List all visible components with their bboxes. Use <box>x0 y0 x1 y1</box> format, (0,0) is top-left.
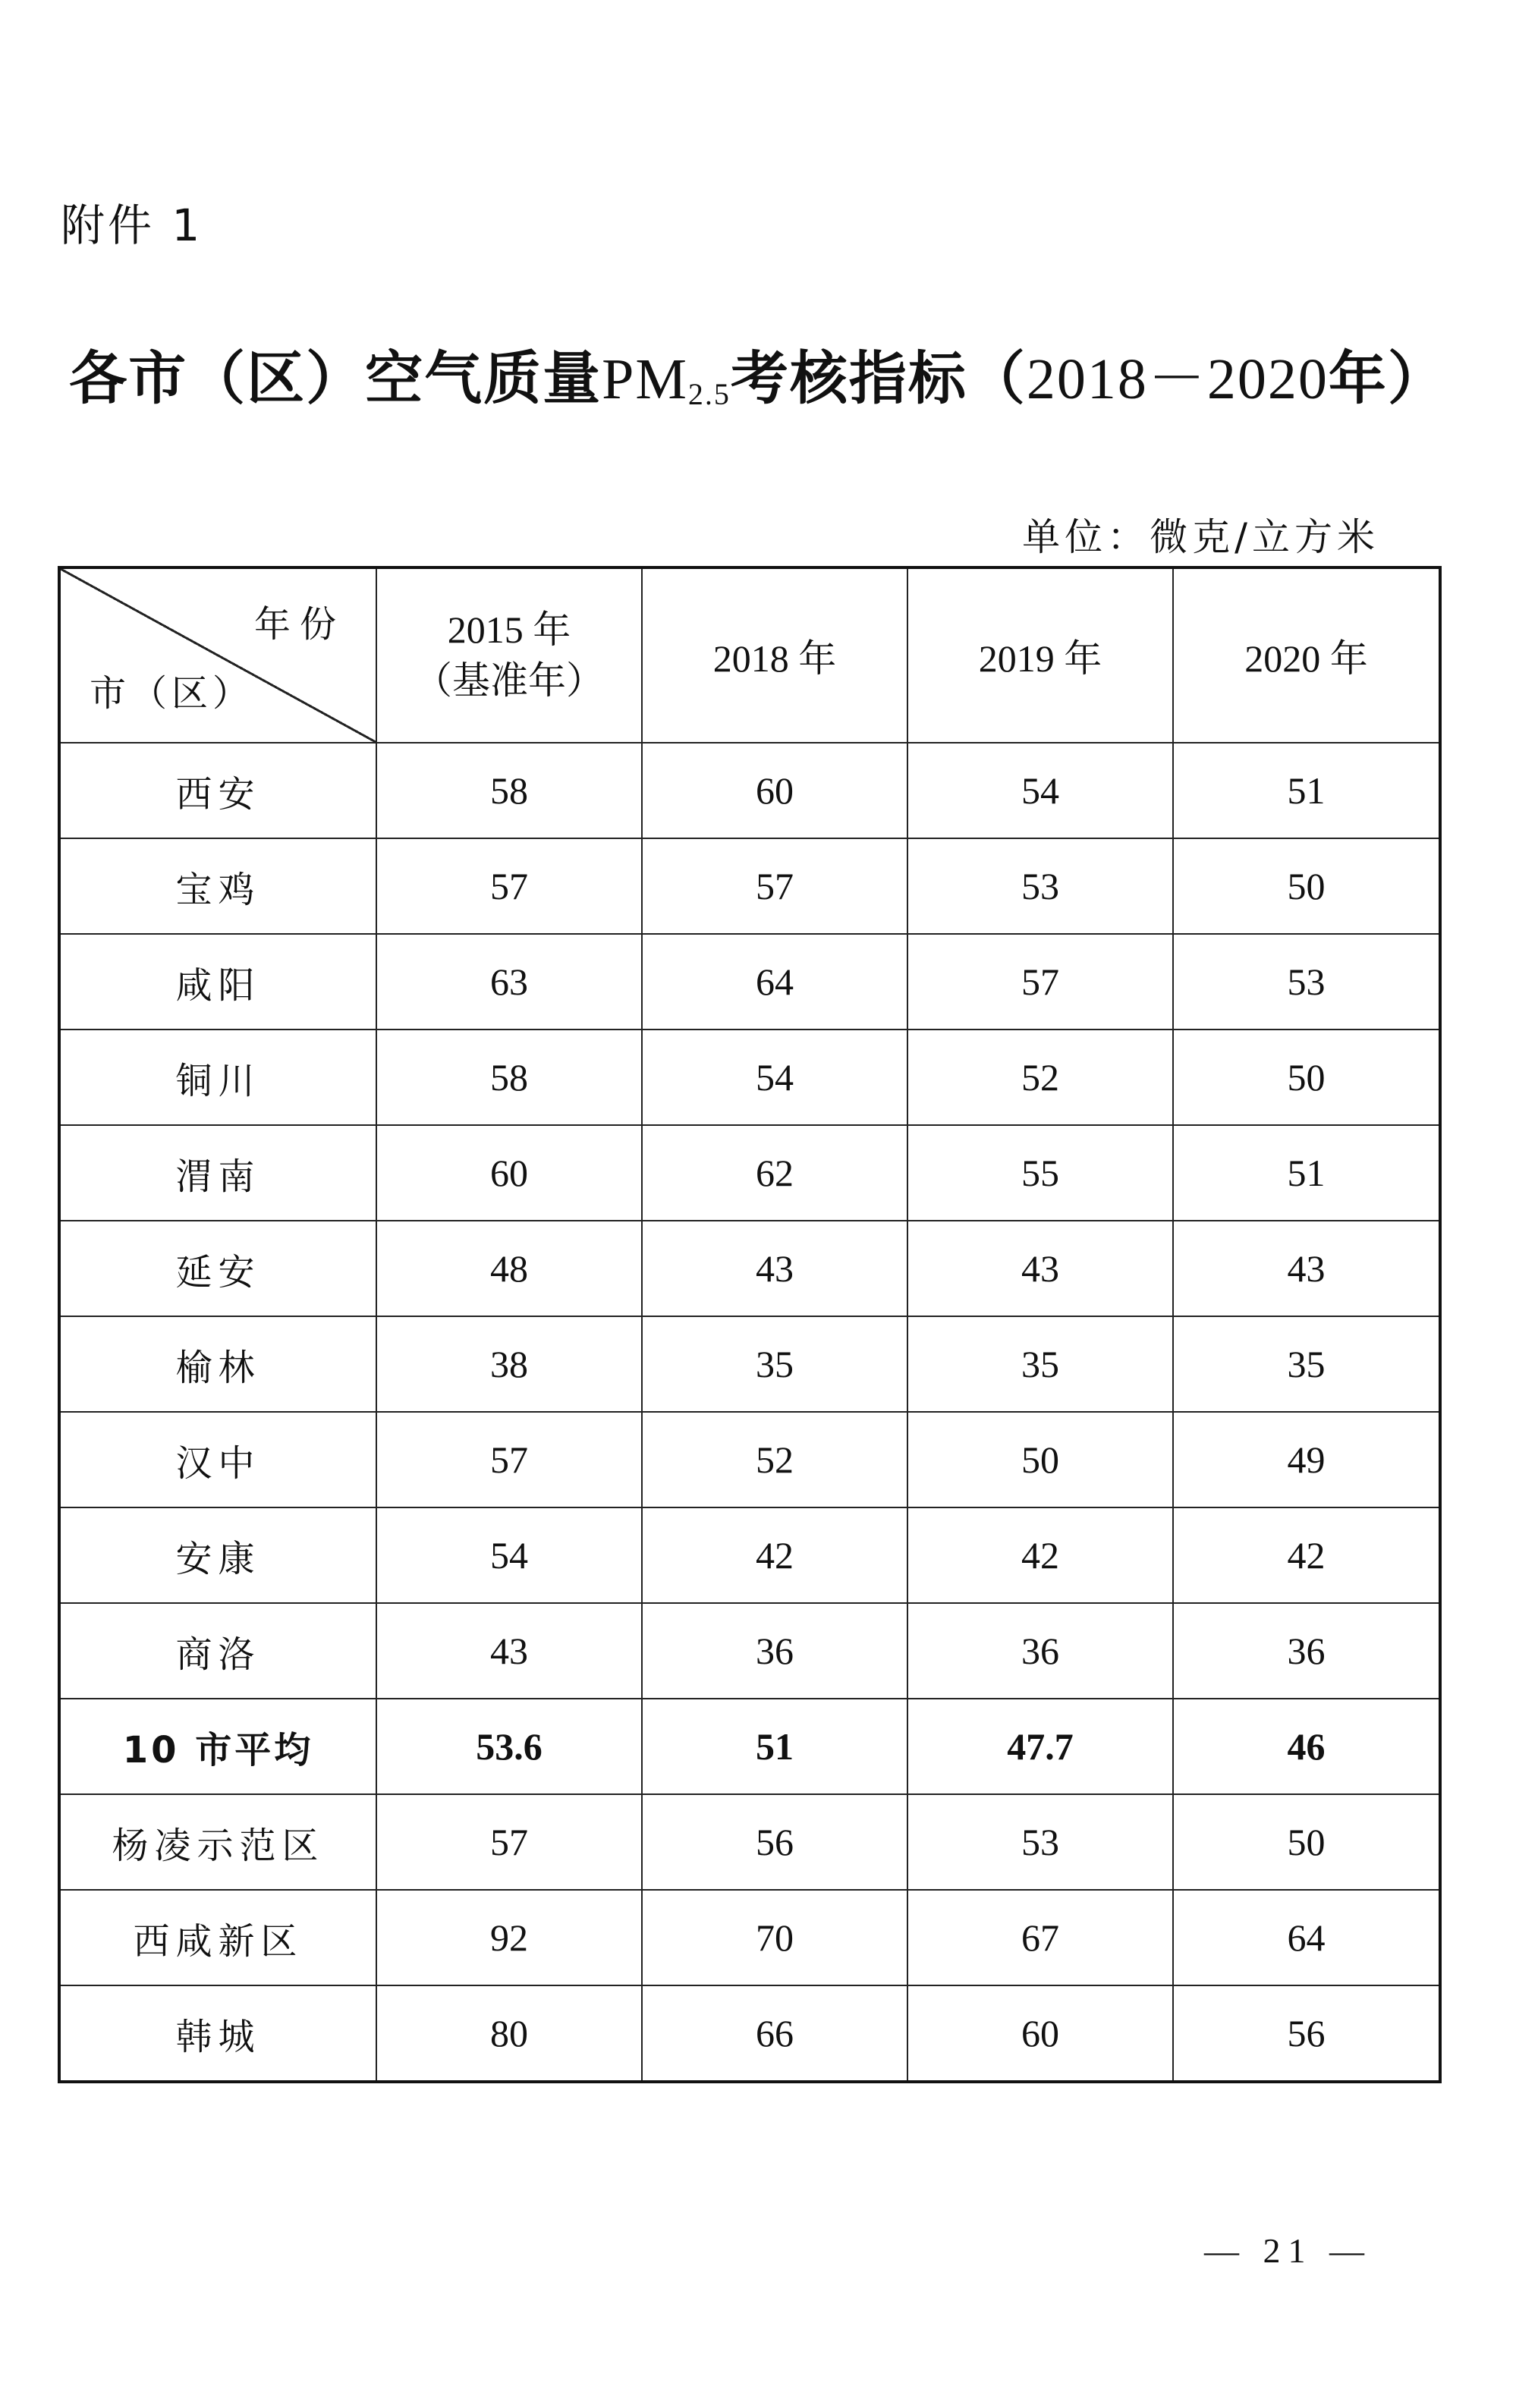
value-2018-cell: 36 <box>642 1603 907 1699</box>
column-header-2015-note: （基准年） <box>414 659 604 703</box>
city-name-cell: 宝鸡 <box>59 838 376 934</box>
table-row <box>59 934 1440 1030</box>
value-2019-cell: 43 <box>907 1221 1173 1316</box>
value-2018-cell: 56 <box>642 1794 907 1890</box>
value-2020-cell: 50 <box>1173 1030 1440 1125</box>
value-2015-cell: 92 <box>376 1890 642 1985</box>
city-name-cell: 咸阳 <box>59 934 376 1030</box>
value-2018-cell: 42 <box>642 1507 907 1603</box>
table-header-row <box>59 567 1440 743</box>
value-2015-cell: 48 <box>376 1221 642 1316</box>
value-2020-cell: 49 <box>1173 1412 1440 1507</box>
table-row <box>59 838 1440 934</box>
value-2015-cell: 38 <box>376 1316 642 1412</box>
title-part2: 考核指标（ <box>730 344 1027 412</box>
corner-year-label: 年份 <box>253 603 345 646</box>
city-name-cell: 杨凌示范区 <box>59 1794 376 1890</box>
table-row <box>59 1030 1440 1125</box>
city-name-cell: 汉中 <box>59 1412 376 1507</box>
corner-city-label: 市（区） <box>90 672 254 715</box>
city-name-cell: 榆林 <box>59 1316 376 1412</box>
table-row <box>59 1985 1440 2082</box>
value-2020-cell: 46 <box>1173 1699 1440 1794</box>
value-2018-cell: 51 <box>642 1699 907 1794</box>
value-2015-cell: 57 <box>376 1794 642 1890</box>
table-row <box>59 1125 1440 1221</box>
value-2019-cell: 52 <box>907 1030 1173 1125</box>
value-2018-cell: 62 <box>642 1125 907 1221</box>
value-2015-cell: 57 <box>376 1412 642 1507</box>
value-2020-cell: 50 <box>1173 1794 1440 1890</box>
value-2020-cell: 35 <box>1173 1316 1440 1412</box>
value-2015-cell: 43 <box>376 1603 642 1699</box>
column-header-2020: 2020 年 <box>1173 567 1440 743</box>
value-2019-cell: 42 <box>907 1507 1173 1603</box>
value-2020-cell: 64 <box>1173 1890 1440 1985</box>
value-2019-cell: 47.7 <box>907 1699 1173 1794</box>
city-name-cell: 西安 <box>59 743 376 838</box>
table-row <box>59 1794 1440 1890</box>
value-2018-cell: 70 <box>642 1890 907 1985</box>
table-row <box>59 1507 1440 1603</box>
value-2018-cell: 35 <box>642 1316 907 1412</box>
value-2020-cell: 42 <box>1173 1507 1440 1603</box>
city-name-cell: 韩城 <box>59 1985 376 2082</box>
value-2019-cell: 35 <box>907 1316 1173 1412</box>
value-2019-cell: 50 <box>907 1412 1173 1507</box>
column-header-2018: 2018 年 <box>642 567 907 743</box>
city-name-cell: 10 市平均 <box>59 1699 376 1794</box>
value-2020-cell: 51 <box>1173 1125 1440 1221</box>
value-2019-cell: 53 <box>907 838 1173 934</box>
table-row <box>59 1221 1440 1316</box>
column-header-2015 <box>376 567 642 743</box>
city-name-cell: 西咸新区 <box>59 1890 376 1985</box>
table-row <box>59 1603 1440 1699</box>
value-2019-cell: 36 <box>907 1603 1173 1699</box>
value-2020-cell: 36 <box>1173 1603 1440 1699</box>
value-2019-cell: 60 <box>907 1985 1173 2082</box>
value-2018-cell: 43 <box>642 1221 907 1316</box>
value-2019-cell: 55 <box>907 1125 1173 1221</box>
value-2020-cell: 50 <box>1173 838 1440 934</box>
table-row <box>59 1699 1440 1794</box>
value-2015-cell: 80 <box>376 1985 642 2082</box>
title-years: 2018－2020 <box>1026 347 1329 411</box>
value-2019-cell: 53 <box>907 1794 1173 1890</box>
table-row <box>59 1412 1440 1507</box>
city-name-cell: 延安 <box>59 1221 376 1316</box>
title-pm: PM <box>602 347 688 411</box>
value-2018-cell: 64 <box>642 934 907 1030</box>
table-body <box>59 567 1440 2082</box>
value-2015-cell: 54 <box>376 1507 642 1603</box>
value-2015-cell: 58 <box>376 743 642 838</box>
title-part1: 各市（区）空气质量 <box>69 344 602 412</box>
value-2015-cell: 58 <box>376 1030 642 1125</box>
value-2018-cell: 52 <box>642 1412 907 1507</box>
value-2018-cell: 57 <box>642 838 907 934</box>
value-2015-cell: 63 <box>376 934 642 1030</box>
city-name-cell: 渭南 <box>59 1125 376 1221</box>
page-title <box>0 332 1516 415</box>
title-part3: 年） <box>1328 344 1447 412</box>
value-2020-cell: 51 <box>1173 743 1440 838</box>
value-2019-cell: 54 <box>907 743 1173 838</box>
column-header-2019: 2019 年 <box>907 567 1173 743</box>
table-row <box>59 743 1440 838</box>
city-name-cell: 铜川 <box>59 1030 376 1125</box>
value-2019-cell: 57 <box>907 934 1173 1030</box>
pm25-indicator-table <box>58 566 1442 2083</box>
corner-header-cell <box>59 567 376 743</box>
value-2020-cell: 53 <box>1173 934 1440 1030</box>
value-2020-cell: 43 <box>1173 1221 1440 1316</box>
column-header-2015-year: 2015 年 <box>447 608 571 651</box>
value-2019-cell: 67 <box>907 1890 1173 1985</box>
page-number: — 21 — <box>1204 2231 1372 2270</box>
unit-label: 单位：微克/立方米 <box>1022 515 1379 559</box>
city-name-cell: 安康 <box>59 1507 376 1603</box>
value-2020-cell: 56 <box>1173 1985 1440 2082</box>
value-2018-cell: 54 <box>642 1030 907 1125</box>
attachment-label: 附件 1 <box>61 200 203 251</box>
value-2015-cell: 57 <box>376 838 642 934</box>
city-name-cell: 商洛 <box>59 1603 376 1699</box>
value-2018-cell: 60 <box>642 743 907 838</box>
table-row <box>59 1890 1440 1985</box>
value-2015-cell: 53.6 <box>376 1699 642 1794</box>
table-row <box>59 1316 1440 1412</box>
value-2015-cell: 60 <box>376 1125 642 1221</box>
value-2018-cell: 66 <box>642 1985 907 2082</box>
title-pm-subscript: 2.5 <box>687 377 731 411</box>
